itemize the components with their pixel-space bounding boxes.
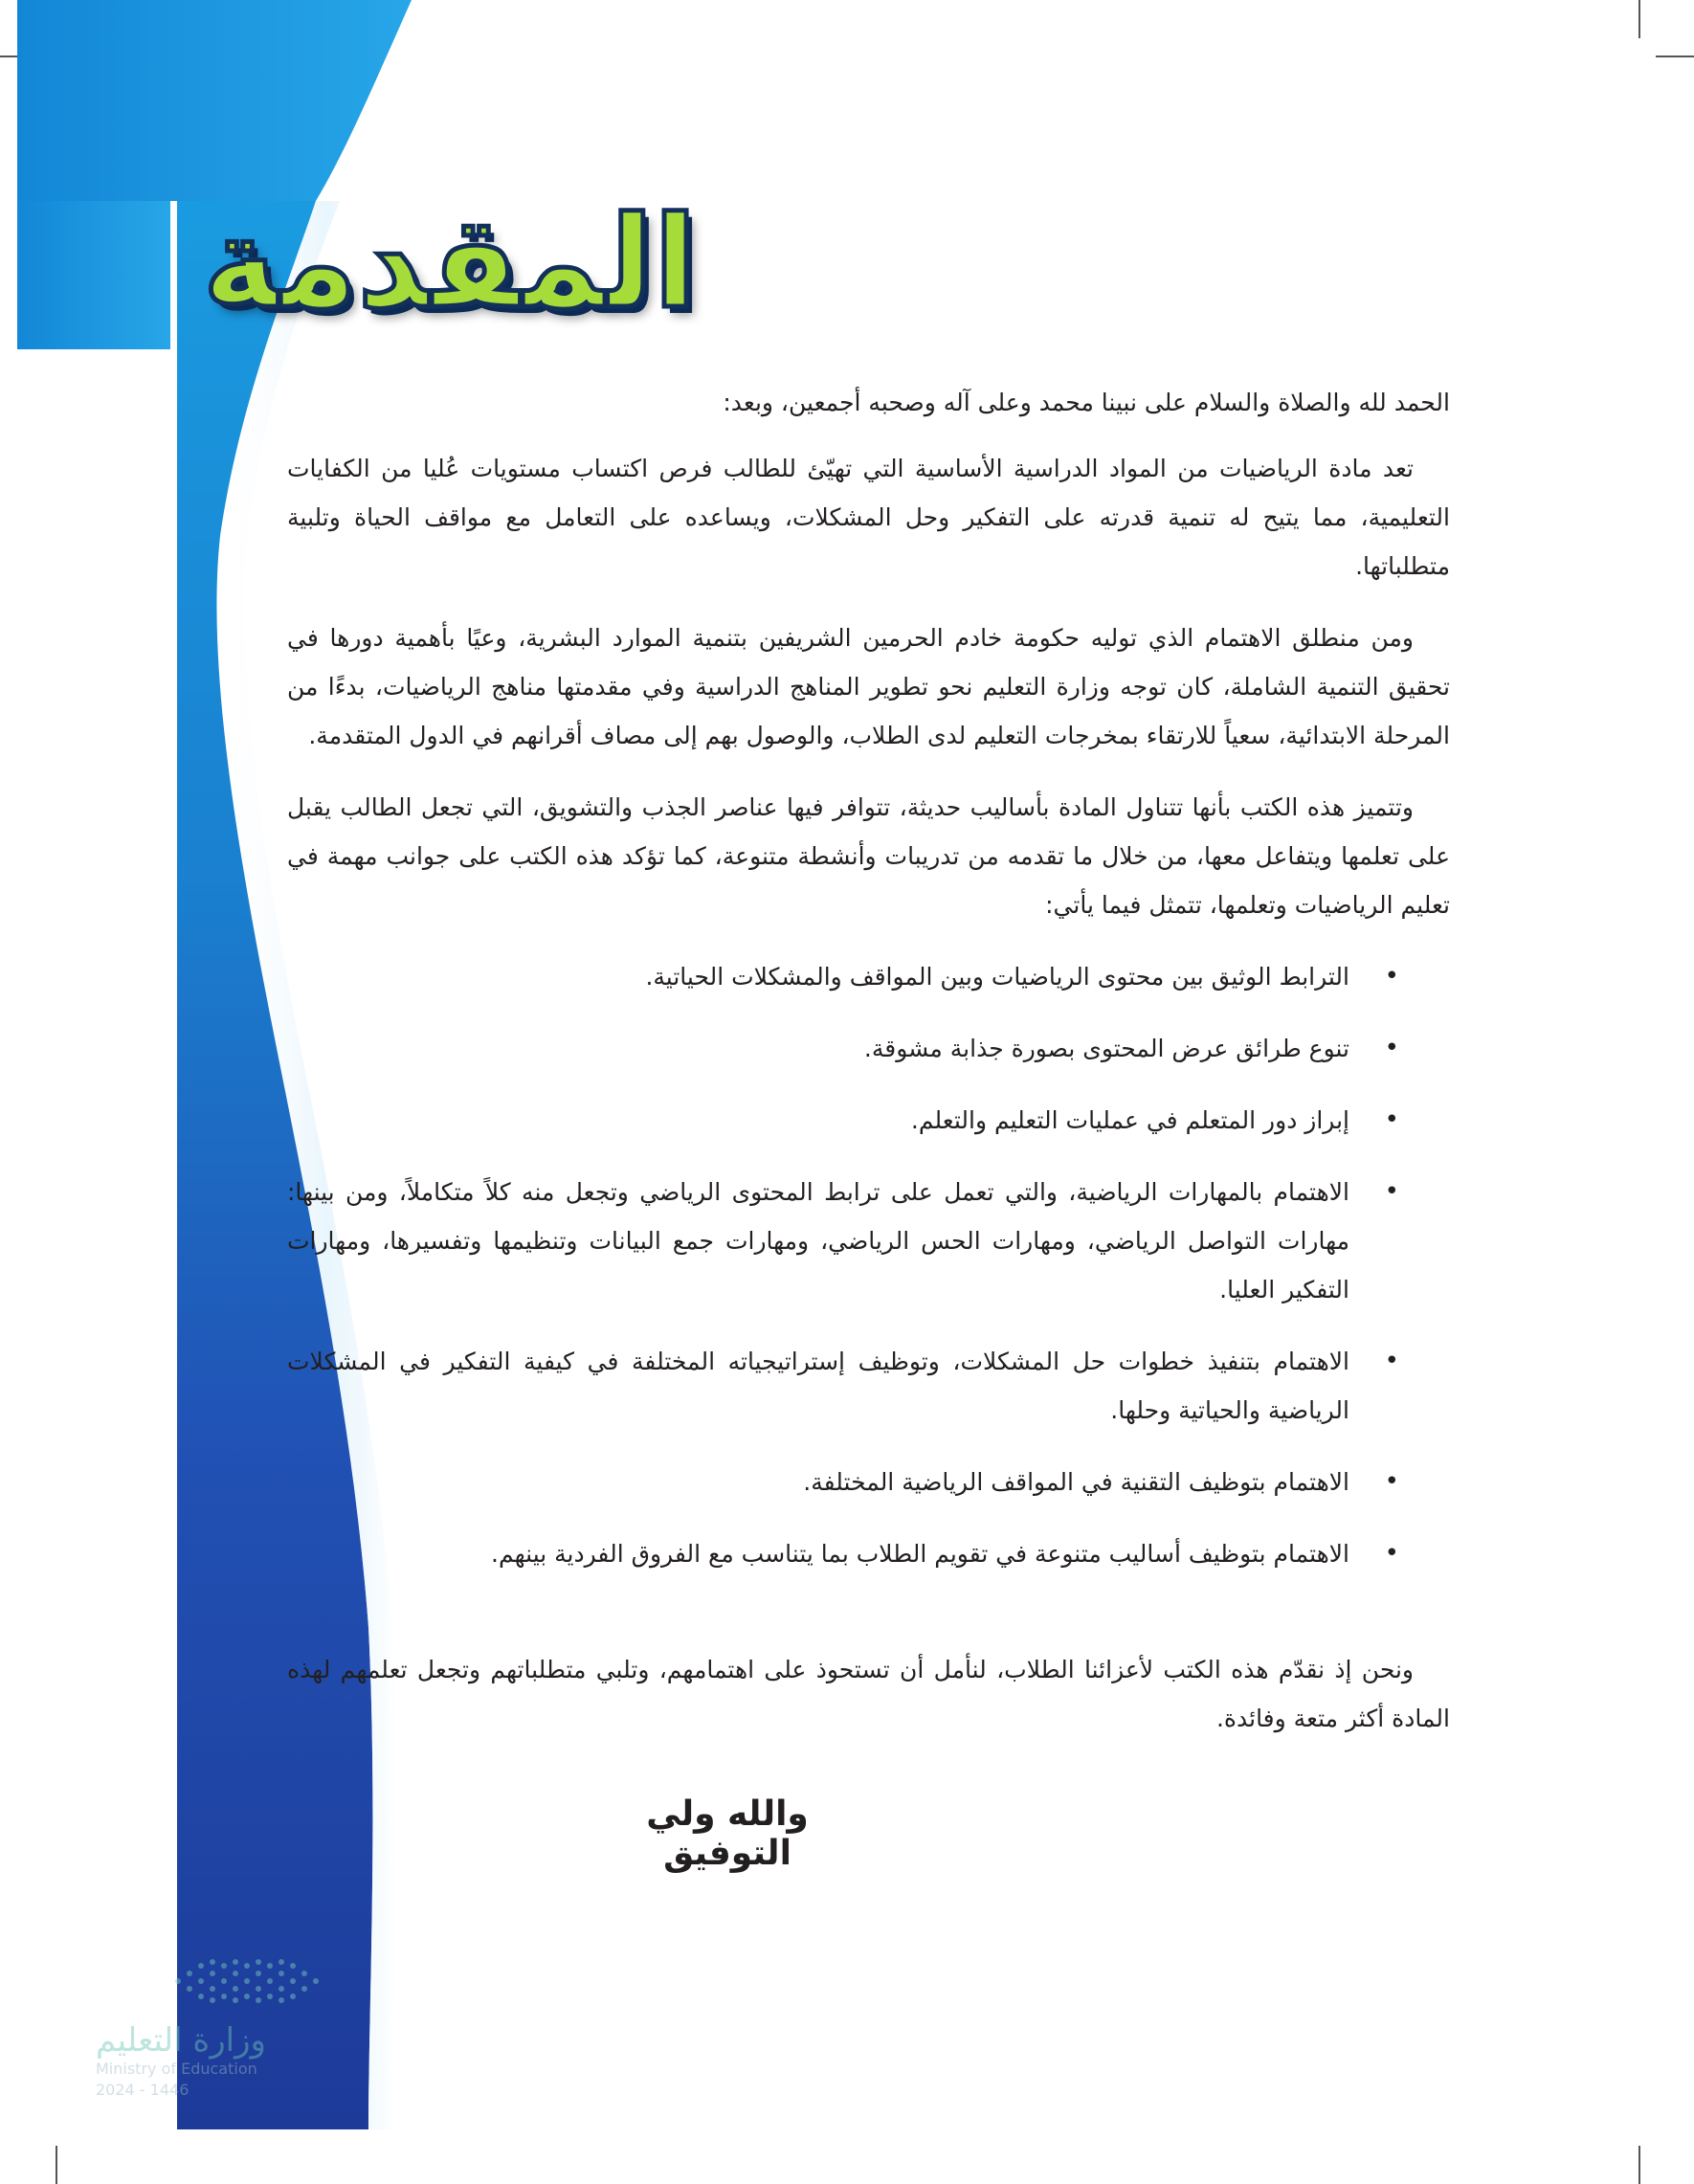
list-item-text: الترابط الوثيق بين محتوى الرياضيات وبين المواقف والمشكلات الحياتية. bbox=[645, 963, 1349, 991]
list-item bbox=[287, 1096, 1399, 1145]
ministry-name-english: Ministry of Education bbox=[96, 2060, 257, 2078]
intro-content bbox=[287, 378, 1450, 1766]
opening-line: الحمد لله والصلاة والسلام على نبينا محمد وعلى آله وصحبه أجمعين، وبعد: bbox=[723, 389, 1450, 416]
features-list bbox=[287, 952, 1450, 1578]
list-item-text: تنوع طرائق عرض المحتوى بصورة جذابة مشوقة. bbox=[863, 1035, 1349, 1062]
bullet-icon: • bbox=[1384, 1539, 1399, 1568]
list-item bbox=[287, 952, 1399, 1001]
paragraph-2: ومن منطلق الاهتمام الذي توليه حكومة خادم الحرمين الشريفين بتنمية الموارد البشرية، وعيًا بأهمية دورها في تحقيق التنمية الشاملة، كان توجه وزارة التعليم نحو تطوير المناهج الدراسية وفي مقدمتها مناهج الرياضيات، بدءًا من المرحلة الابتدائية، سعياً للارتقاء بمخرجات التعليم لدى الطلاب، والوصول بهم إلى مصاف أقرانهم في الدول المتقدمة. bbox=[287, 624, 1450, 749]
list-item-text: الاهتمام بتوظيف التقنية في المواقف الرياضية المختلفة. bbox=[803, 1468, 1349, 1496]
list-item-text: الاهتمام بالمهارات الرياضية، والتي تعمل على ترابط المحتوى الرياضي وتجعل منه كلاً متكاملاً، ومن بينها: مهارات التواصل الرياضي، ومهارات الحس الرياضي، ومهارات جمع البيانات وتنظيمها وتفسيرها، ومهارات التفكير العليا. bbox=[287, 1178, 1349, 1304]
bullet-icon: • bbox=[1384, 1347, 1399, 1375]
list-item-text: الاهتمام بتنفيذ خطوات حل المشكلات، وتوظيف إستراتيجياته المختلفة في كيفية التفكير في المشكلات الرياضية والحياتية وحلها. bbox=[287, 1348, 1349, 1424]
list-item bbox=[287, 1529, 1399, 1578]
ministry-year: 2024 - 1446 bbox=[96, 2081, 189, 2099]
bullet-icon: • bbox=[1384, 1467, 1399, 1496]
list-item-text: الاهتمام بتوظيف أساليب متنوعة في تقويم الطلاب بما يتناسب مع الفروق الفردية بينهم. bbox=[491, 1540, 1349, 1568]
signoff: والله ولي التوفيق bbox=[646, 1794, 809, 1873]
paragraph-3: وتتميز هذه الكتب بأنها تتناول المادة بأساليب حديثة، تتوافر فيها عناصر الجذب والتشويق، التي تجعل الطالب يقبل على تعلمها ويتفاعل معها، من خلال ما تقدمه من تدريبات وأنشطة متنوعة، كما تؤكد هذه الكتب على جوانب مهمة في تعليم الرياضيات وتعلمها، تتمثل فيما يأتي: bbox=[287, 793, 1450, 919]
ministry-name-arabic: وزارة التعليم bbox=[96, 2021, 266, 2060]
bullet-icon: • bbox=[1384, 1105, 1399, 1134]
list-item bbox=[287, 1024, 1399, 1073]
closing-paragraph: ونحن إذ نقدّم هذه الكتب لأعزائنا الطلاب، لنأمل أن تستحوذ على اهتمامهم، وتلبي متطلباتهم وتجعل تعلمهم لهذه المادة أكثر متعة وفائدة. bbox=[287, 1656, 1450, 1732]
list-item bbox=[287, 1458, 1399, 1506]
bullet-icon: • bbox=[1384, 962, 1399, 991]
ministry-logo-dots-icon bbox=[168, 1952, 350, 2010]
list-item bbox=[287, 1168, 1399, 1314]
bullet-icon: • bbox=[1384, 1177, 1399, 1206]
page-title: المقدمة bbox=[202, 189, 698, 337]
list-item bbox=[287, 1337, 1399, 1435]
paragraph-1: تعد مادة الرياضيات من المواد الدراسية الأساسية التي تهيّئ للطالب فرص اكتساب مستويات عُليا من الكفايات التعليمية، مما يتيح له تنمية قدرته على التفكير وحل المشكلات، ويساعده على التعامل مع مواقف الحياة وتلبية متطلباتها. bbox=[287, 455, 1450, 580]
list-item-text: إبراز دور المتعلم في عمليات التعليم والتعلم. bbox=[910, 1106, 1349, 1134]
header-block bbox=[17, 0, 412, 201]
ministry-watermark bbox=[92, 1952, 341, 2106]
left-margin-strip bbox=[17, 201, 170, 349]
bullet-icon: • bbox=[1384, 1034, 1399, 1062]
